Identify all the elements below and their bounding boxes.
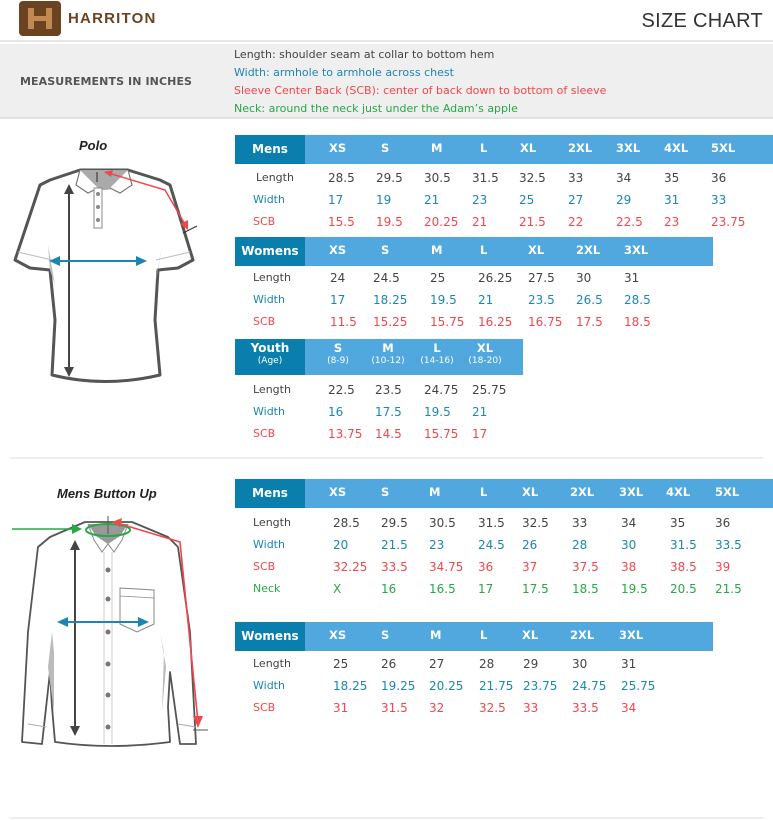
legend-length: Length: shoulder seam at collar to bottom hem xyxy=(234,48,495,61)
cell: 28 xyxy=(479,657,495,671)
cell: 34 xyxy=(621,701,637,715)
cell: 27 xyxy=(429,657,445,671)
category-label: Mens xyxy=(235,135,305,164)
cell: 26.25 xyxy=(478,271,513,285)
section-divider xyxy=(10,457,763,459)
cell: 37 xyxy=(522,560,538,574)
size-header xyxy=(370,339,406,368)
cell: 26.5 xyxy=(576,293,603,307)
cell: 30 xyxy=(572,657,588,671)
brand-name: HARRITON xyxy=(68,10,157,27)
category-label: Womens xyxy=(235,237,305,266)
cell: 17.5 xyxy=(576,315,603,329)
table-header xyxy=(235,479,773,508)
size-header xyxy=(419,339,455,368)
cell: 20.5 xyxy=(670,582,697,596)
size-label: M xyxy=(382,341,394,355)
cell: 24.5 xyxy=(478,538,505,552)
row-label: Length xyxy=(253,657,291,670)
size-header: S xyxy=(381,485,390,499)
cell: 35 xyxy=(664,171,680,185)
cell: 36 xyxy=(711,171,727,185)
cell: 38.5 xyxy=(670,560,697,574)
cell: 31 xyxy=(624,271,640,285)
cell: 23.75 xyxy=(711,215,746,229)
cell: 24.75 xyxy=(572,679,607,693)
cell: 16.75 xyxy=(528,315,563,329)
size-header: 5XL xyxy=(711,141,736,155)
harriton-logo-icon xyxy=(19,1,61,36)
button-up-shirt-diagram-icon xyxy=(10,512,220,762)
cell: 21 xyxy=(472,405,488,419)
polo-womens-table xyxy=(235,237,713,333)
size-header: M xyxy=(430,628,442,642)
category-sub: (Age) xyxy=(257,356,283,366)
cell: 33 xyxy=(711,193,727,207)
cell: 17 xyxy=(328,193,344,207)
cell: 23 xyxy=(664,215,680,229)
table-row xyxy=(235,578,773,600)
cell: 22.5 xyxy=(328,383,355,397)
cell: 23.75 xyxy=(523,679,558,693)
row-label: Neck xyxy=(253,582,281,595)
size-header xyxy=(467,339,503,368)
page-title: SIZE CHART xyxy=(641,10,763,32)
cell: 35 xyxy=(670,516,686,530)
size-header: L xyxy=(480,485,488,499)
size-header: 4XL xyxy=(664,141,689,155)
table-header xyxy=(235,339,523,375)
cell: 24 xyxy=(330,271,346,285)
cell: 23 xyxy=(429,538,445,552)
button-up-mens-table xyxy=(235,479,773,600)
table-row xyxy=(235,675,713,697)
cell: 38 xyxy=(621,560,637,574)
size-header: 2XL xyxy=(570,628,595,642)
cell: 15.75 xyxy=(430,315,465,329)
cell: 30.5 xyxy=(429,516,456,530)
row-label: SCB xyxy=(253,215,276,228)
table-row xyxy=(235,534,773,556)
row-label: Width xyxy=(253,538,285,551)
age-range: (8-9) xyxy=(327,356,349,366)
age-range: (10-12) xyxy=(371,356,405,366)
cell: 36 xyxy=(715,516,731,530)
cell: 31.5 xyxy=(478,516,505,530)
cell: 27 xyxy=(568,193,584,207)
cell: 20 xyxy=(333,538,349,552)
table-row xyxy=(235,189,773,211)
cell: 39 xyxy=(715,560,731,574)
table-row xyxy=(235,512,773,534)
row-label: Width xyxy=(253,293,285,306)
cell: 30 xyxy=(576,271,592,285)
cell: 31.5 xyxy=(670,538,697,552)
cell: 25 xyxy=(333,657,349,671)
cell: 37.5 xyxy=(572,560,599,574)
row-label: SCB xyxy=(253,315,276,328)
cell: 18.25 xyxy=(373,293,408,307)
cell: 17.5 xyxy=(522,582,549,596)
cell: 18.25 xyxy=(333,679,368,693)
legend-definitions xyxy=(234,46,606,118)
size-header: S xyxy=(381,243,390,257)
cell: 32.25 xyxy=(333,560,368,574)
size-header: 3XL xyxy=(619,485,644,499)
cell: 16.25 xyxy=(478,315,513,329)
cell: 19.5 xyxy=(424,405,451,419)
cell: 33.5 xyxy=(381,560,408,574)
size-header: M xyxy=(431,243,443,257)
cell: 29 xyxy=(523,657,539,671)
row-label: SCB xyxy=(253,560,276,573)
cell: 31 xyxy=(333,701,349,715)
cell: 15.75 xyxy=(424,427,459,441)
size-label: L xyxy=(433,341,441,355)
legend-width: Width: armhole to armhole across chest xyxy=(234,66,454,79)
row-label: Length xyxy=(253,383,291,396)
cell: 23 xyxy=(472,193,488,207)
cell: 22 xyxy=(568,215,584,229)
cell: 26 xyxy=(381,657,397,671)
size-header: 3XL xyxy=(619,628,644,642)
cell: 17.5 xyxy=(375,405,402,419)
table-row xyxy=(235,697,713,719)
table-row xyxy=(235,167,773,189)
table-row xyxy=(235,556,773,578)
cell: 21.5 xyxy=(381,538,408,552)
legend-scb: Sleeve Center Back (SCB): center of back down to bottom of sleeve xyxy=(234,84,607,97)
size-header: XL xyxy=(522,485,539,499)
cell: 28.5 xyxy=(328,171,355,185)
cell: 32.5 xyxy=(479,701,506,715)
row-label: Length xyxy=(253,271,291,284)
cell: 32.5 xyxy=(519,171,546,185)
size-header: L xyxy=(480,243,488,257)
cell: 25.75 xyxy=(621,679,656,693)
units-label: MEASUREMENTS IN INCHES xyxy=(20,75,193,88)
table-row xyxy=(235,653,713,675)
polo-title: Polo xyxy=(79,138,108,153)
table-row xyxy=(235,311,713,333)
cell: 16 xyxy=(381,582,397,596)
cell: 15.25 xyxy=(373,315,408,329)
cell: 14.5 xyxy=(375,427,402,441)
polo-mens-table xyxy=(235,135,773,233)
top-bar xyxy=(0,0,773,42)
cell: 29.5 xyxy=(376,171,403,185)
size-header: 2XL xyxy=(570,485,595,499)
cell: 24.5 xyxy=(373,271,400,285)
size-header: M xyxy=(431,141,443,155)
size-header: S xyxy=(381,628,390,642)
cell: 31.5 xyxy=(472,171,499,185)
cell: 22.5 xyxy=(616,215,643,229)
cell: 17 xyxy=(330,293,346,307)
cell: 32.5 xyxy=(522,516,549,530)
cell: 25 xyxy=(519,193,535,207)
size-label: XL xyxy=(476,341,494,355)
legend-neck: Neck: around the neck just under the Adam’s apple xyxy=(234,102,518,115)
cell: 13.75 xyxy=(328,427,363,441)
size-header: 5XL xyxy=(715,485,740,499)
size-header: 3XL xyxy=(624,243,649,257)
size-header: M xyxy=(429,485,441,499)
cell: 34 xyxy=(621,516,637,530)
table-row xyxy=(235,423,523,443)
cell: 21 xyxy=(472,215,488,229)
category-label: Mens xyxy=(235,479,305,508)
cell: 33.5 xyxy=(572,701,599,715)
cell: 25.75 xyxy=(472,383,507,397)
cell: 31 xyxy=(664,193,680,207)
cell: X xyxy=(333,582,342,596)
table-row xyxy=(235,211,773,233)
cell: 33 xyxy=(523,701,539,715)
size-header: XS xyxy=(329,141,347,155)
cell: 24.75 xyxy=(424,383,459,397)
cell: 26 xyxy=(522,538,538,552)
cell: 15.5 xyxy=(328,215,355,229)
section-divider xyxy=(10,817,763,819)
category-label xyxy=(235,339,305,375)
cell: 28 xyxy=(572,538,588,552)
cell: 23.5 xyxy=(375,383,402,397)
cell: 34 xyxy=(616,171,632,185)
cell: 21 xyxy=(424,193,440,207)
cell: 33 xyxy=(572,516,588,530)
row-label: Width xyxy=(253,405,285,418)
size-header xyxy=(323,339,353,368)
button-up-womens-table xyxy=(235,622,713,719)
table-row xyxy=(235,289,713,311)
cell: 19 xyxy=(376,193,392,207)
cell: 17 xyxy=(472,427,488,441)
cell: 16.5 xyxy=(429,582,456,596)
size-header: 2XL xyxy=(576,243,601,257)
size-header: XL xyxy=(528,243,545,257)
table-row xyxy=(235,267,713,289)
size-header: L xyxy=(480,141,488,155)
cell: 31.5 xyxy=(381,701,408,715)
row-label: Length xyxy=(253,516,291,529)
age-range: (18-20) xyxy=(468,356,502,366)
table-row xyxy=(235,379,523,401)
size-header: 4XL xyxy=(666,485,691,499)
size-header: XS xyxy=(329,628,347,642)
table-header xyxy=(235,237,713,266)
cell: 33.5 xyxy=(715,538,742,552)
cell: 18.5 xyxy=(572,582,599,596)
cell: 19.5 xyxy=(430,293,457,307)
polo-youth-table xyxy=(235,339,523,443)
cell: 21.5 xyxy=(715,582,742,596)
polo-shirt-diagram-icon xyxy=(10,160,220,390)
row-label: Length xyxy=(256,171,294,184)
size-label: S xyxy=(333,341,343,355)
size-header: 3XL xyxy=(616,141,641,155)
table-row xyxy=(235,401,523,423)
cell: 29.5 xyxy=(381,516,408,530)
table-header xyxy=(235,135,773,164)
cell: 21.75 xyxy=(479,679,514,693)
size-header: 2XL xyxy=(568,141,593,155)
cell: 31 xyxy=(621,657,637,671)
cell: 20.25 xyxy=(424,215,459,229)
cell: 25 xyxy=(430,271,446,285)
cell: 28.5 xyxy=(624,293,651,307)
cell: 29 xyxy=(616,193,632,207)
cell: 30 xyxy=(621,538,637,552)
row-label: SCB xyxy=(253,427,276,440)
cell: 23.5 xyxy=(528,293,555,307)
cell: 28.5 xyxy=(333,516,360,530)
row-label: Width xyxy=(253,679,285,692)
size-header: XL xyxy=(520,141,537,155)
cell: 20.25 xyxy=(429,679,464,693)
cell: 32 xyxy=(429,701,445,715)
table-header xyxy=(235,622,713,651)
size-header: S xyxy=(381,141,390,155)
size-header: XL xyxy=(522,628,539,642)
cell: 19.5 xyxy=(376,215,403,229)
cell: 36 xyxy=(478,560,494,574)
cell: 34.75 xyxy=(429,560,464,574)
row-label: SCB xyxy=(253,701,276,714)
cell: 30.5 xyxy=(424,171,451,185)
age-range: (14-16) xyxy=(420,356,454,366)
cell: 19.5 xyxy=(621,582,648,596)
cell: 27.5 xyxy=(528,271,555,285)
size-header: XS xyxy=(329,243,347,257)
size-header: XS xyxy=(329,485,347,499)
cell: 17 xyxy=(478,582,494,596)
cell: 11.5 xyxy=(330,315,357,329)
measurement-legend xyxy=(0,44,773,119)
cell: 16 xyxy=(328,405,344,419)
category-label: Womens xyxy=(235,622,305,651)
cell: 21.5 xyxy=(519,215,546,229)
cell: 18.5 xyxy=(624,315,651,329)
row-label: Width xyxy=(253,193,285,206)
size-header: L xyxy=(480,628,488,642)
cell: 21 xyxy=(478,293,494,307)
category-name: Youth xyxy=(250,341,290,355)
cell: 19.25 xyxy=(381,679,416,693)
cell: 33 xyxy=(568,171,584,185)
button-up-title: Mens Button Up xyxy=(57,486,157,501)
